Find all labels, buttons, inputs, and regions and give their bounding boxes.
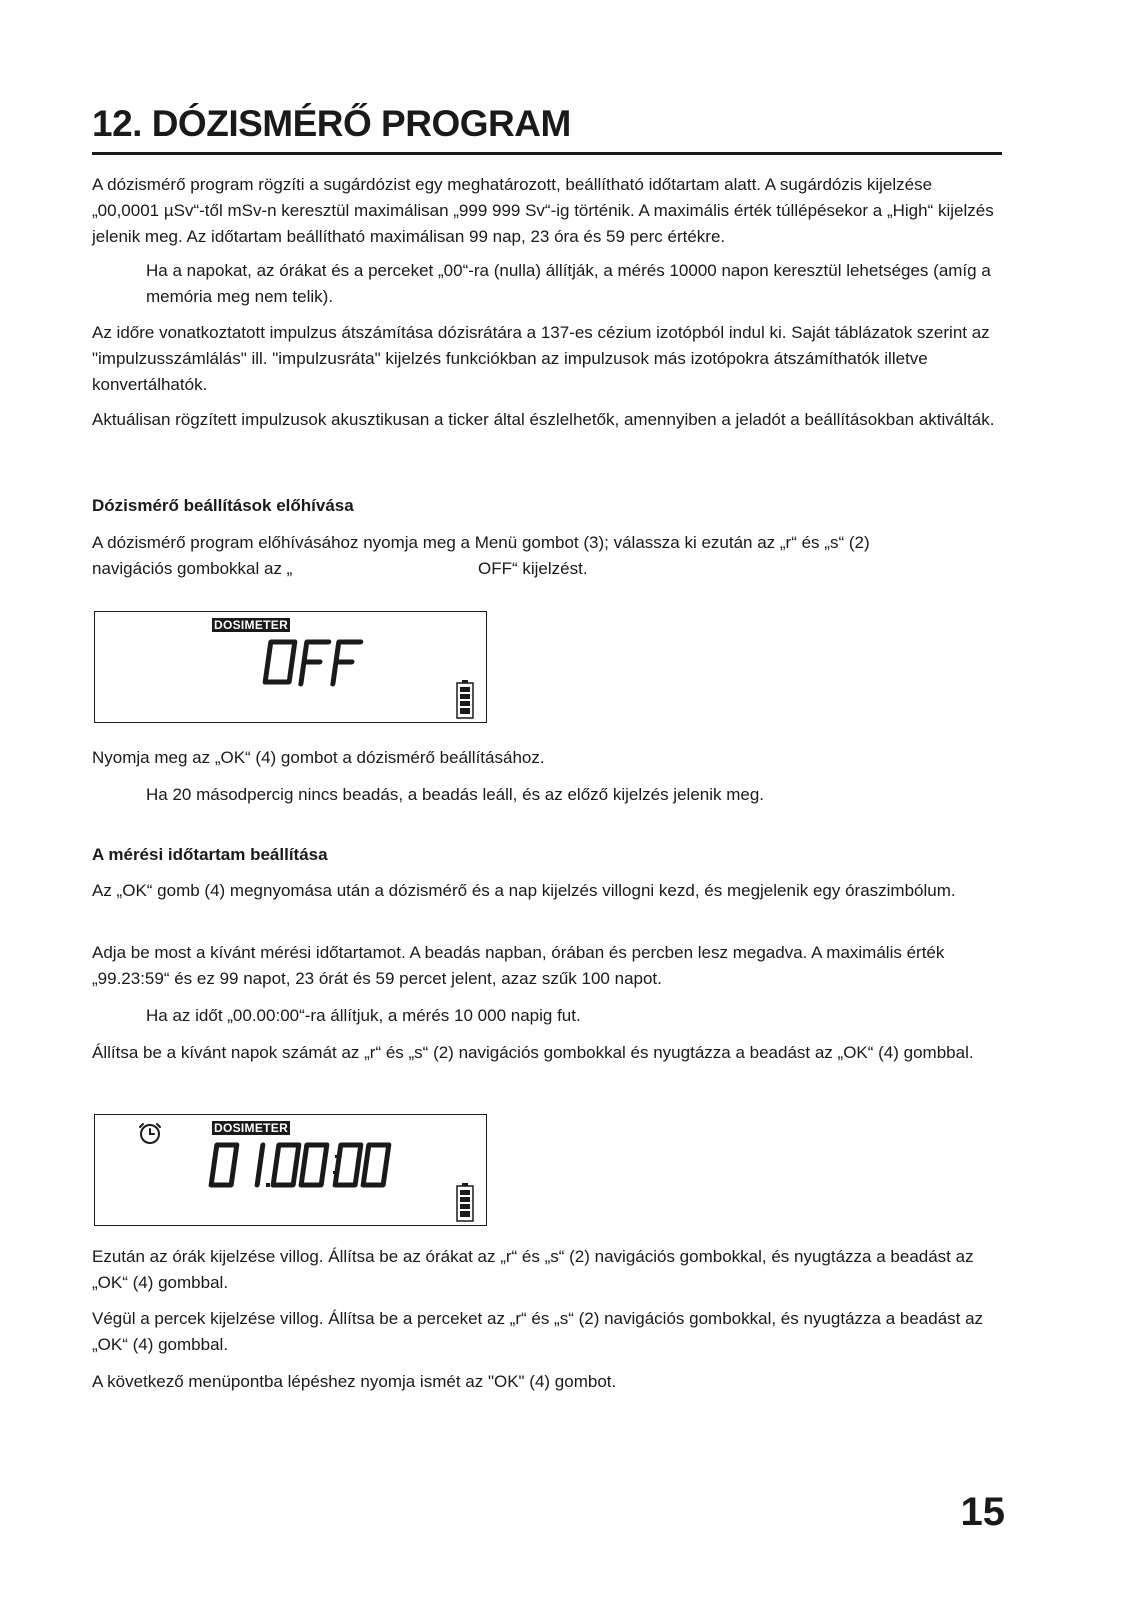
paragraph-press-ok: Nyomja meg az „OK“ (4) gombot a dózismérő beállításához. — [92, 748, 545, 767]
paragraph-conversion: Az időre vonatkoztatott impulzus átszámítása dózisrátára a 137-es cézium izotópból indul ki. Saját táblázatok szerint az "impulzusszámlálás" ill. "impulzusráta" kijelzés funkciókban az impulzusok más izotópokra átszámíthatók illetve konvertálhatók. — [92, 323, 990, 394]
paragraph-intro: A dózismérő program rögzíti a sugárdózist egy meghatározott, beállítható időtartam alatt. A sugárdózis kijelzése „00,0001 µSv“-től mSv-n keresztül maximálisan „999 999 Sv“-ig történik. A maximális érték túllépésekor a „High“ kijelzés jelenik meg. Az időtartam beállítható maximálisan 99 nap, 23 óra és 59 perc értékre. — [92, 175, 994, 246]
clock-icon — [140, 1124, 160, 1143]
paragraph-next-menu: A következő menüpontba lépéshez nyomja ismét az "OK" (4) gombot. — [92, 1372, 617, 1391]
lcd-display-off — [94, 611, 487, 723]
battery-icon — [457, 1183, 473, 1221]
segment-digit-1 — [257, 1145, 263, 1185]
page-title: 12. DÓZISMÉRŐ PROGRAM — [92, 103, 571, 144]
paragraph-enter-duration: Adja be most a kívánt mérési időtartamot. A beadás napban, órában és percben lesz megadva. A maximális érték „99.23:59“ és ez 99 napot, 23 órát és 59 percet jelent, azaz szűk 100 napot. — [92, 943, 945, 988]
lcd-display-duration — [94, 1114, 487, 1226]
segment-digit-0d — [335, 1145, 361, 1185]
segment-digit-0c — [301, 1145, 327, 1185]
paragraph-recall-line1: A dózismérő program előhívásához nyomja meg a Menü gombot (3); válassza ki ezután az „r“ és „s“ (2) — [92, 533, 870, 552]
heading-settings-recall: Dózismérő beállítások előhívása — [92, 496, 354, 515]
paragraph-set-hours: Ezután az órák kijelzése villog. Állítsa be az órákat az „r“ és „s“ (2) navigációs gombokkal, és nyugtázza a beadást az „OK“ (4) gombbal. — [92, 1247, 974, 1292]
page-number: 15 — [960, 1490, 1005, 1534]
paragraph-set-days: Állítsa be a kívánt napok számát az „r“ és „s“ (2) navigációs gombokkal és nyugtázza a beadást az „OK“ (4) gombbal. — [92, 1043, 974, 1062]
title-rule — [92, 152, 1002, 155]
battery-icon — [457, 680, 473, 718]
note-zero-duration: Ha a napokat, az órákat és a perceket „00“-ra (nulla) állítják, a mérés 10000 napon keresztül lehetséges (amíg a memória meg nem telik). — [146, 261, 991, 306]
note-timeout: Ha 20 másodpercig nincs beadás, a beadás leáll, és az előző kijelzés jelenik meg. — [146, 785, 765, 804]
dosimeter-tag: DOSIMETER — [214, 1121, 289, 1135]
paragraph-set-minutes: Végül a percek kijelzése villog. Állítsa be a perceket az „r“ és „s“ (2) navigációs gombokkal, és nyugtázza a beadást az „OK“ (4) gombbal. — [92, 1309, 984, 1354]
segment-digit-o — [265, 642, 295, 682]
dosimeter-tag: DOSIMETER — [214, 618, 289, 632]
paragraph-ok-blink: Az „OK“ gomb (4) megnyomása után a dózismérő és a nap kijelzés villogni kezd, és megjelenik egy óraszimbólum. — [92, 881, 956, 900]
lcd-segments — [95, 1115, 486, 1225]
segment-digit-0b — [273, 1145, 299, 1185]
segment-digit-f1 — [301, 642, 329, 684]
paragraph-ticker: Aktuálisan rögzített impulzusok akusztikusan a ticker által észlelhetők, amennyiben a jeladót a beállításokban aktiválták. — [92, 410, 995, 429]
segment-digit-f2 — [333, 642, 361, 684]
segment-digit-0e — [363, 1145, 389, 1185]
segment-digit-0a — [211, 1145, 237, 1185]
heading-duration-setting: A mérési időtartam beállítása — [92, 845, 328, 864]
paragraph-recall-line2a: navigációs gombokkal az „ — [92, 559, 293, 578]
lcd-segments — [95, 612, 486, 722]
paragraph-recall-line2b: OFF“ kijelzést. — [478, 559, 588, 578]
note-zero-time: Ha az időt „00.00:00“-ra állítjuk, a mérés 10 000 napig fut. — [146, 1006, 581, 1025]
